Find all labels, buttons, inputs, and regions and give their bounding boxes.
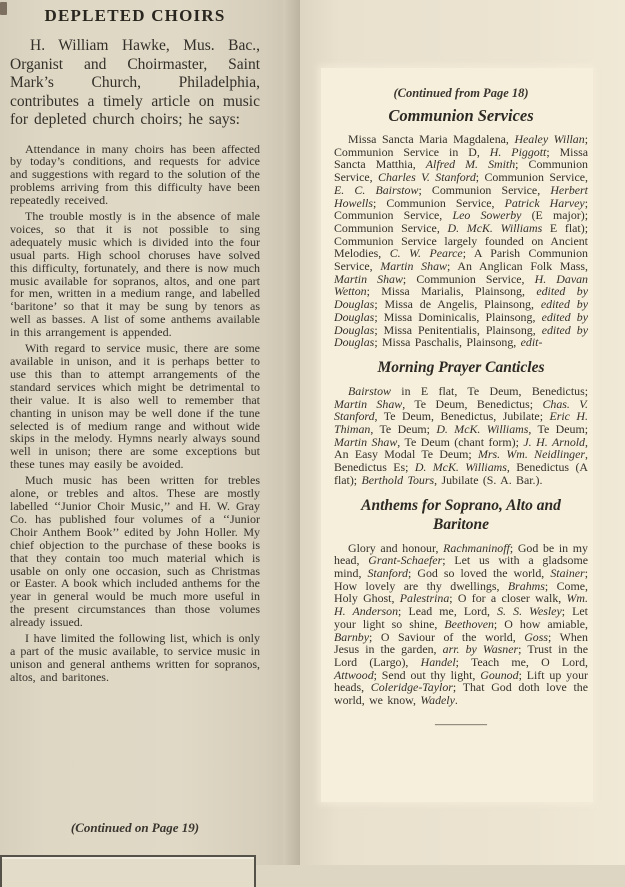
- left-article-column: [10, 6, 260, 687]
- scan-edge-mark: [0, 2, 7, 15]
- article-paragraph-2: The trouble mostly is in the absence of male voices, so that it is not possible to sing adequately music which is divided into the four usual parts. High school choruses have solved this difficulty, fortunately, and there is now much music available for sopranos, altos, and one part for men, written in a medium range, and labelled ‘baritone’ so that it may be sung by tenors as well as basses. A list of some anthems available in this arrangement is appended.: [10, 209, 260, 340]
- right-article-column: [334, 86, 588, 732]
- section-heading-morning-prayer-canticles: Morning Prayer Canticles: [377, 358, 545, 376]
- article-paragraph-1: Attendance in many choirs has been affected by today’s conditions, and requests for advice and suggestions with regard to the solution of the problems arriving from this difficulty have been repeatedly received.: [10, 141, 260, 208]
- continued-from-note: (Continued from Page 18): [393, 86, 529, 100]
- article-paragraph-3: With regard to service music, there are some available in unison, and it is perhaps better to use this than to attempt arrangements of the standard services which might be detrimental to their value. It is also well to remember that chanting in unison may be well done if the tune selected is of medium range and without wide skips in the melody. Hymns nearly always sound well in unison; there are some exceptions but these tunes may easily be avoided.: [10, 341, 260, 472]
- section-body-anthems: Glory and honour, Rachmaninoff; God be in my head, Grant-Schaefer; Let us with a gladsome mind, Stanford; God so loved the world, Stainer; How lovely are thy dwellings, Brahms; Come, Holy Ghost, Palestrina; O for a closer walk, Wm. H. Anderson; Lead me, Lord, S. S. Wesley; Let your light so shine, Beethoven; O how amiable, Barnby; O Saviour of the world, Goss; When Jesus in the garden, arr. by Wasner; Trust in the Lord (Largo), Handel; Teach me, O Lord, Attwood; Send out thy light, Gounod; Lift up your heads, Coleridge-Taylor; That God doth love the world, we know, Wadely.: [334, 540, 589, 708]
- article-paragraph-4: Much music has been written for trebles alone, or trebles and altos. These are mostly labelled ‘‘Junior Choir Music,’’ and H. W. Gray Co. has published four volumes of a ‘‘Junior Choir Anthem Book’’ edited by John Holler. My chief objection to the purchase of these books is that they contain too much material which is usable on only one occasion, such as Christmas or Easter. A book which included anthems for the year in general would be much more useful in the present circumstances than those volumes already issued.: [10, 473, 260, 630]
- continued-on-note: (Continued on Page 19): [70, 820, 200, 835]
- section-heading-anthems: Anthems for Soprano, Alto and Baritone: [361, 496, 561, 533]
- article-title: DEPLETED CHOIRS: [44, 6, 226, 25]
- article-intro: H. William Hawke, Mus. Bac., Organist and Choirmaster, Saint Mark’s Church, Philadelphia, contributes a timely article on music for depleted church choirs; he says:: [10, 37, 260, 128]
- section-body-morning-prayer-canticles: Bairstow in E flat, Te Deum, Benedictus; Martin Shaw, Te Deum, Benedictus; Chas. V. Stanford, Te Deum, Benedictus, Jubilate; Eric H. Thiman, Te Deum; D. McK. Williams, Te Deum; Martin Shaw, Te Deum (chant form); J. H. Arnold, An Easy Modal Te Deum; Mrs. Wm. Neidlinger, Benedictus Es; D. McK. Williams, Benedictus (A flat); Berthold Tours, Jubilate (S. A. Bar.).: [334, 383, 588, 487]
- end-of-article-rule: ————: [435, 715, 487, 731]
- advertisement-box-top-edge: [0, 855, 256, 887]
- article-paragraph-5: I have limited the following list, which is only a part of the music available, to service music in unison and general anthems written for sopranos, altos, and baritones.: [10, 631, 260, 684]
- section-body-communion-services: Missa Sancta Maria Magdalena, Healey Willan; Communion Service in D, H. Piggott; Missa Sancta Matthia, Alfred M. Smith; Communion Service, Charles V. Stanford; Communion Service, E. C. Bairstow; Communion Service, Herbert Howells; Communion Service, Patrick Harvey; Communion Service, Leo Sowerby (E major); Communion Service, D. McK. Williams E flat); Communion Service largely founded on Ancient Melodies, C. W. Pearce; A Parish Communion Service, Martin Shaw; An Anglican Folk Mass, Martin Shaw; Communion Service, H. Davan Wetton; Missa Marialis, Plainsong, edited by Douglas; Missa de Angelis, Plainsong, edited by Douglas; Missa Dominicalis, Plainsong, edited by Douglas; Missa Penitentialis, Plainsong, edited by Douglas; Missa Paschalis, Plainsong, edit-: [334, 132, 589, 350]
- section-heading-communion-services: Communion Services: [388, 106, 534, 125]
